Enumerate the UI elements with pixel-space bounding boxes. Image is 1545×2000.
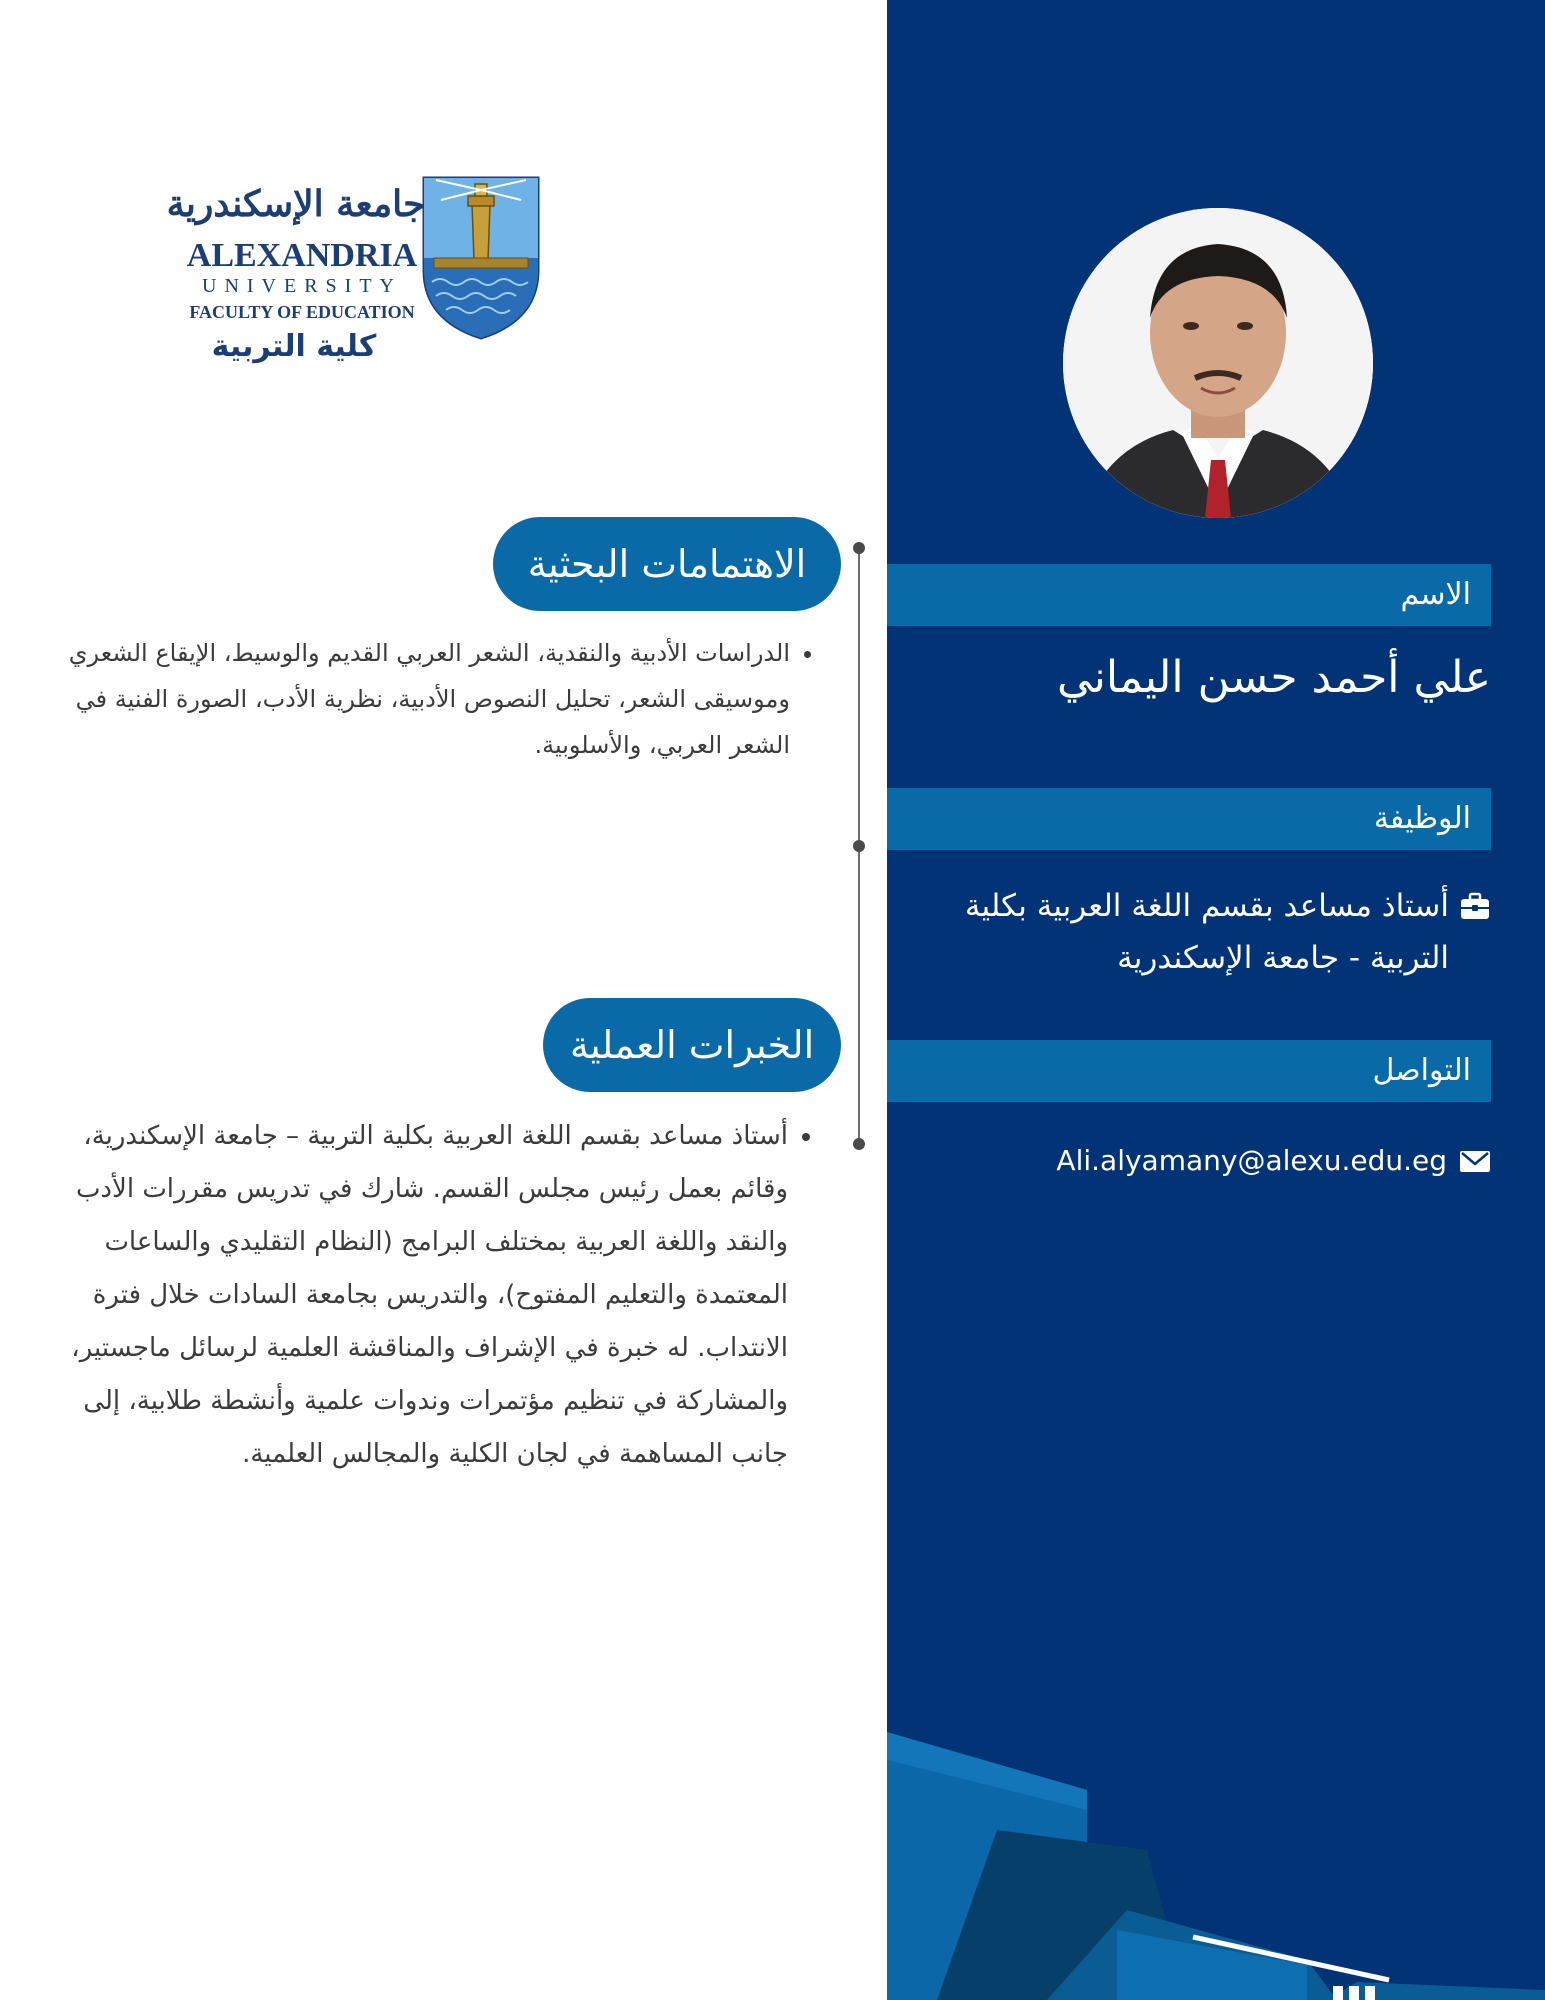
job-label-bar [887, 788, 1491, 850]
name-label: الاسم [1400, 577, 1471, 612]
email-link[interactable]: Ali.alyamany@alexu.edu.eg [1056, 1144, 1447, 1177]
contact-label: التواصل [1372, 1053, 1471, 1088]
contact-label-bar [887, 1040, 1491, 1102]
contact-row [1056, 1138, 1491, 1184]
job-label: الوظيفة [1373, 801, 1471, 836]
sidebar [887, 0, 1545, 2000]
logo-english-university-sub: UNIVERSITY [202, 275, 402, 297]
logo-english-faculty: FACULTY OF EDUCATION [189, 302, 415, 322]
job-row [951, 880, 1491, 984]
experience-item: • أستاذ مساعد بقسم اللغة العربية بكلية التربية – جامعة الإسكندرية، وقائم بعمل رئيس مجلس القسم. شارك في تدريس مقررات الأدب والنقد واللغة العربية بمختلف البرامج (النظام التقليدي والساعات المعتمدة والتعليم المفتوح)، والتدريس بجامعة السادات خلال فترة الانتداب. له خبرة في الإشراف والمناقشة العلمية لرسائل ماجستير، والمشاركة في تنظيم مؤتمرات وندوات علمية وأنشطة طلابية، إلى جانب المساهمة في لجان الكلية والمجالس العلمية. [30, 1110, 788, 1481]
experience-section [30, 1110, 820, 1481]
university-logo [166, 170, 544, 370]
research-item: • الدراسات الأدبية والنقدية، الشعر العربي القديم والوسيط، الإيقاع الشعري وموسيقى الشعر، تحليل النصوص الأدبية، نظرية الأدب، الصورة الفنية في الشعر العربي، والأسلوبية. [62, 630, 790, 768]
timeline-dot [853, 840, 865, 852]
job-title: أستاذ مساعد بقسم اللغة العربية بكلية التربية - جامعة الإسكندرية [964, 888, 1449, 976]
name-label-bar [887, 564, 1491, 626]
logo-arabic-faculty: كلية التربية [211, 329, 377, 364]
timeline-dot [853, 1138, 865, 1150]
logo-english-university: ALEXANDRIA [186, 237, 418, 274]
timeline-dot [853, 542, 865, 554]
research-section [62, 630, 822, 768]
profile-photo [1063, 208, 1373, 518]
person-name: علي أحمد حسن اليماني [1056, 652, 1491, 703]
briefcase-icon [1459, 890, 1491, 922]
research-heading: الاهتمامات البحثية [493, 517, 841, 611]
experience-heading: الخبرات العملية [543, 998, 841, 1092]
logo-arabic-university: جامعة الإسكندرية [166, 183, 426, 225]
decorative-shapes [887, 1700, 1545, 2000]
envelope-icon [1459, 1145, 1491, 1177]
